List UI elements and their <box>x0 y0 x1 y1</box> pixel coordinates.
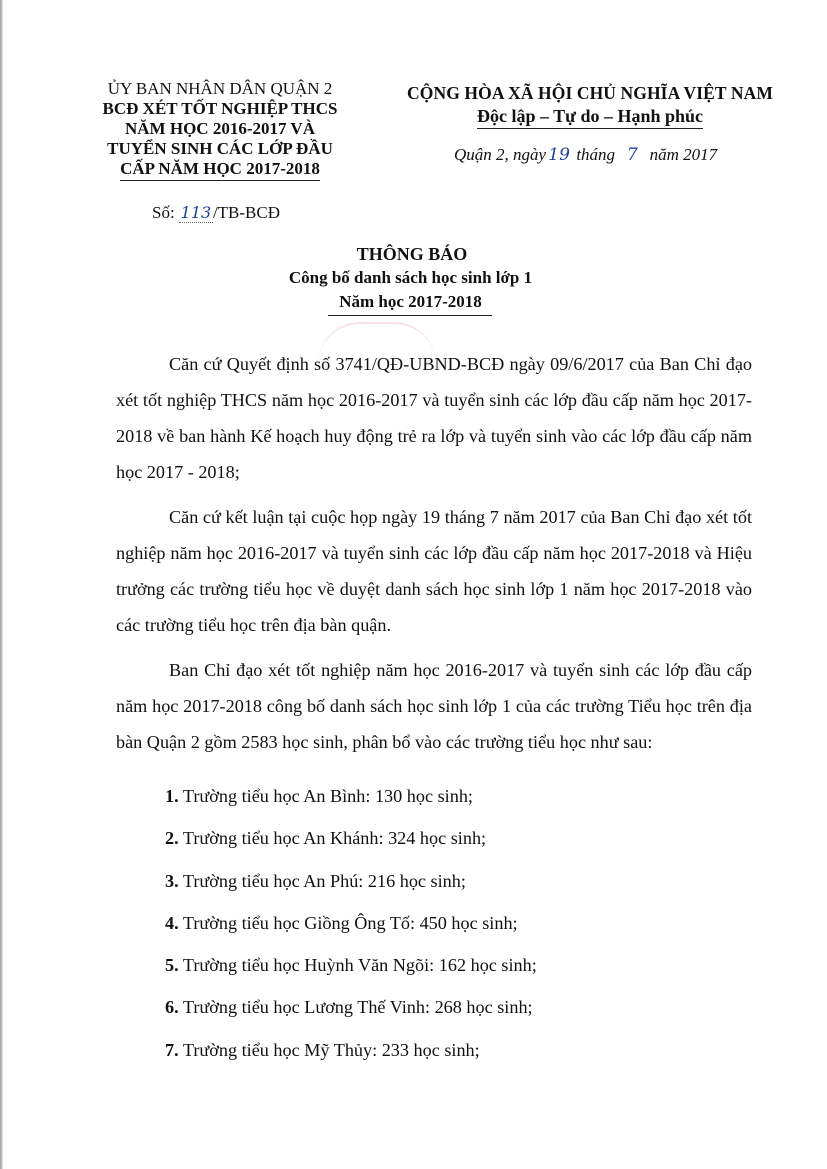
list-item-number: 6. <box>165 997 179 1018</box>
national-motto <box>390 106 790 127</box>
list-item-text: Trường tiểu học Lương Thế Vinh: 268 học sinh; <box>182 997 533 1018</box>
paragraph-announcement: Ban Chỉ đạo xét tốt nghiệp năm học 2016-2017 và tuyển sinh các lớp đầu cấp năm học 2017-2018 công bố danh sách học sinh lớp 1 của các trường Tiểu học trên địa bàn Quận 2 gồm 2583 học sinh, phân bổ vào các trường tiểu học như sau: <box>116 660 752 752</box>
school-allocation-list <box>165 778 537 1074</box>
list-item-text: Trường tiểu học An Phú: 216 học sinh; <box>182 870 466 891</box>
school-year: Năm học 2017-2018 <box>339 292 482 311</box>
country-name: CỘNG HÒA XÃ HỘI CHỦ NGHĨA VIỆT NAM <box>407 83 773 103</box>
date-part-1: Quận 2, ngày <box>454 145 547 164</box>
list-item-number: 1. <box>165 786 179 806</box>
issue-date <box>454 145 717 165</box>
board-name-line-4 <box>60 159 380 181</box>
list-item-text: Trường tiểu học An Bình: 130 học sinh; <box>182 786 473 806</box>
announcement-title-block <box>0 244 827 316</box>
list-item <box>165 905 537 947</box>
national-header-block <box>390 83 790 127</box>
issuing-authority-block <box>60 79 380 181</box>
scan-edge <box>0 0 3 1169</box>
list-item-number: 7. <box>165 1039 179 1060</box>
motto-text: Độc lập – Tự do – Hạnh phúc <box>477 106 703 129</box>
title-underline <box>328 315 492 316</box>
board-name-line-3: TUYỂN SINH CÁC LỚP ĐẦU <box>107 139 333 158</box>
list-item-number: 3. <box>165 870 179 891</box>
list-item <box>165 1032 537 1074</box>
list-item <box>165 778 537 820</box>
list-item-text: Trường tiểu học An Khánh: 324 học sinh; <box>182 828 487 849</box>
list-item <box>165 863 537 905</box>
list-item <box>165 947 537 989</box>
list-item <box>165 989 537 1031</box>
committee-name: ỦY BAN NHÂN DÂN QUẬN 2 <box>107 79 333 98</box>
number-prefix: Số: <box>152 203 175 222</box>
board-name-line-1: BCĐ XÉT TỐT NGHIỆP THCS <box>102 99 338 118</box>
handwritten-day: 19 <box>548 145 570 165</box>
list-item-number: 5. <box>165 955 179 976</box>
paragraph-legal-basis-2: Căn cứ kết luận tại cuộc họp ngày 19 tháng 7 năm 2017 của Ban Chỉ đạo xét tốt nghiệp năm học 2016-2017 và tuyển sinh các lớp đầu cấp năm học 2017-2018 và Hiệu trưởng các trường tiểu học về duyệt danh sách học sinh lớp 1 năm học 2017-2018 vào các trường tiểu học trên địa bàn quận. <box>116 507 752 635</box>
date-part-3: năm 2017 <box>649 145 718 164</box>
handwritten-number: 113 <box>180 203 212 222</box>
list-item <box>165 820 537 862</box>
number-suffix: /TB-BCĐ <box>212 203 280 222</box>
list-item-text: Trường tiểu học Mỹ Thủy: 233 học sinh; <box>182 1039 480 1060</box>
paragraph-legal-basis-1: Căn cứ Quyết định số 3741/QĐ-UBND-BCĐ ngày 09/6/2017 của Ban Chỉ đạo xét tốt nghiệp THCS năm học 2016-2017 và tuyển sinh các lớp đầu cấp năm học 2017-2018 về ban hành Kế hoạch huy động trẻ ra lớp và tuyển sinh vào các lớp đầu cấp năm học 2017 - 2018; <box>116 354 752 482</box>
handwritten-month: 7 <box>626 145 638 165</box>
list-item-text: Trường tiểu học Giồng Ông Tố: 450 học sinh; <box>182 912 518 933</box>
board-name-line-4-text: CẤP NĂM HỌC 2017-2018 <box>120 159 320 181</box>
date-part-2: tháng <box>576 145 616 164</box>
document-number <box>152 203 280 223</box>
document-subtitle: Công bố danh sách học sinh lớp 1 <box>288 268 533 287</box>
document-title: THÔNG BÁO <box>356 244 468 264</box>
list-item-text: Trường tiểu học Huỳnh Văn Ngõi: 162 học sinh; <box>182 955 537 976</box>
list-item-number: 2. <box>165 828 179 849</box>
announcement-body <box>116 346 752 769</box>
list-item-number: 4. <box>165 912 179 933</box>
board-name-line-2: NĂM HỌC 2016-2017 VÀ <box>125 119 315 138</box>
